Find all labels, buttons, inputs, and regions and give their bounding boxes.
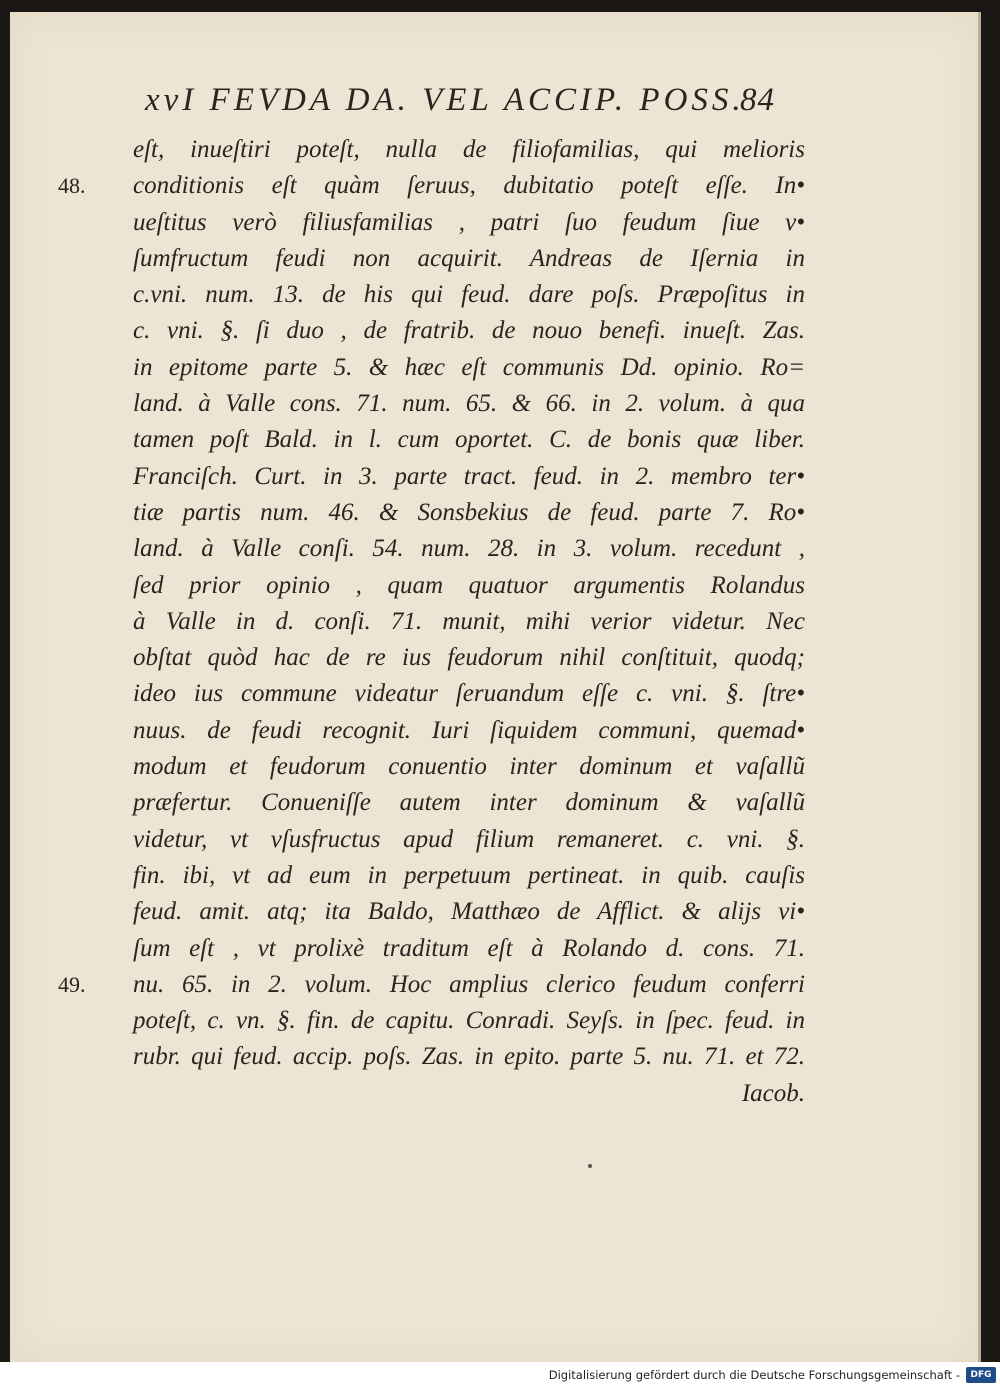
body-text (58, 132, 805, 1112)
line-text: land. à Valle cons. 71. num. 65. & 66. in 2. volum. à qua (133, 390, 805, 418)
catchword: Iacob. (741, 1079, 805, 1107)
text-line (115, 785, 805, 821)
text-line (115, 604, 805, 640)
text-line (115, 676, 805, 712)
text-line (115, 241, 805, 277)
line-text: ſum eſt , vt prolixè traditum eſt à Rolando d. cons. 71. (133, 934, 805, 962)
line-text: ſed prior opinio , quam quatuor argumentis Rolandus (133, 571, 805, 599)
line-text: præfertur. Conueniſſe autem inter dominum & vaſallũ (133, 789, 805, 817)
line-text: nu. 65. in 2. volum. Hoc amplius clerico feudum conferri (133, 970, 805, 998)
text-line (115, 205, 805, 241)
line-text: ueſtitus verò filiusfamilias , patri ſuo feudum ſiue v• (133, 208, 805, 236)
text-line (115, 822, 805, 858)
margin-number: 48. (58, 173, 86, 199)
line-text: conditionis eſt quàm ſeruus, dubitatio poteſt eſſe. In• (133, 172, 805, 200)
text-line (115, 858, 805, 894)
text-line (115, 1039, 805, 1075)
dfg-logo: DFG (966, 1367, 996, 1383)
line-text: eſt, inueſtiri poteſt, nulla de filiofamilias, qui melioris (133, 136, 805, 163)
line-text: modum et feudorum conuentio inter dominum et vaſallũ (133, 753, 805, 781)
folio-number: 84 (740, 82, 775, 118)
text-line (115, 1003, 805, 1039)
line-text: rubr. qui feud. accip. poſs. Zas. in epito. parte 5. nu. 71. et 72. (133, 1043, 805, 1071)
line-text: videtur, vt vſusfructus apud filium remaneret. c. vni. §. (133, 825, 805, 853)
text-line (115, 386, 805, 422)
line-text: obſtat quòd hac de re ius feudorum nihil conſtituit, quodq; (133, 644, 805, 672)
line-text: c.vni. num. 13. de his qui feud. dare poſs. Præpoſitus in (133, 281, 805, 309)
footer-credit: Digitalisierung gefördert durch die Deutsche Forschungsgemeinschaft - (548, 1368, 960, 1382)
text-line (58, 967, 805, 1003)
line-text: tamen poſt Bald. in l. cum oportet. C. de bonis quæ liber. (133, 426, 805, 454)
line-text: poteſt, c. vn. §. fin. de capitu. Conradi. Seyſs. in ſpec. feud. in (133, 1007, 805, 1035)
line-text: c. vni. §. ſi duo , de fratrib. de nouo benefi. inueſt. Zas. (133, 317, 805, 345)
line-text: land. à Valle conſi. 54. num. 28. in 3. volum. recedunt , (133, 535, 805, 563)
text-line (115, 713, 805, 749)
line-text: in epitome parte 5. & hæc eſt communis Dd. opinio. Ro= (133, 353, 805, 381)
line-text: à Valle in d. conſi. 71. munit, mihi verior videtur. Nec (133, 607, 805, 635)
margin-number: 49. (58, 971, 86, 997)
printer-mark (588, 1164, 592, 1168)
text-line (115, 350, 805, 386)
line-text: feud. amit. atq; ita Baldo, Matthæo de Afflict. & alijs vi• (133, 898, 805, 926)
line-text: nuus. de feudi recognit. Iuri ſiquidem communi, quemad• (133, 716, 805, 744)
text-line (115, 277, 805, 313)
text-line (115, 531, 805, 567)
line-text: ideo ius commune videatur ſeruandum eſſe c. vni. §. ſtre• (133, 680, 805, 708)
text-line (115, 894, 805, 930)
text-line (115, 422, 805, 458)
text-line (115, 459, 805, 495)
line-text: tiæ partis num. 46. & Sonsbekius de feud. parte 7. Ro• (133, 498, 805, 526)
text-line (115, 495, 805, 531)
line-text: Franciſch. Curt. in 3. parte tract. feud. in 2. membro ter• (133, 462, 805, 490)
book-page (10, 12, 981, 1362)
text-line (115, 313, 805, 349)
text-line (115, 640, 805, 676)
line-text: fin. ibi, vt ad eum in perpetuum pertineat. in quib. cauſis (133, 861, 805, 889)
text-line (115, 931, 805, 967)
footer-bar (0, 1362, 1000, 1391)
running-title: xvI FEVDA DA. VEL ACCIP. POSS. (145, 82, 745, 118)
text-line (115, 568, 805, 604)
text-line (115, 749, 805, 785)
text-line (115, 132, 805, 168)
text-line (58, 168, 805, 204)
line-text: ſumfructum feudi non acquirit. Andreas de Iſernia in (133, 244, 805, 272)
